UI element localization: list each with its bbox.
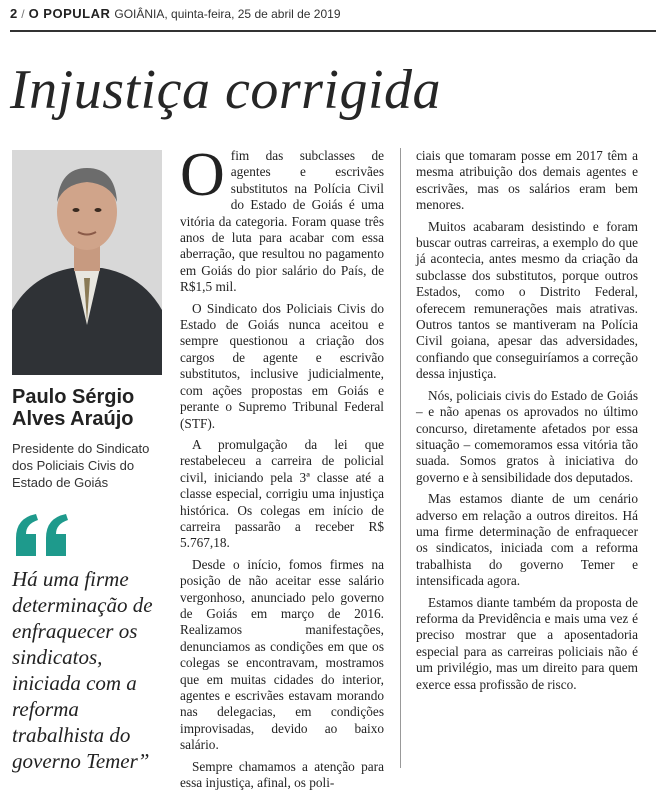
page-number: 2 <box>10 6 18 21</box>
paragraph: Desde o início, fomos firmes na posição de não aceitar esse salário vergonhoso, anunciado pelo governo de Goiás em março de 2016. Realizamos manifestações, denunciamos as condições em que os colegas se encontravam, mostramos que em muitas cidades do interior, agentes e escrivães estavam morando nas delegacias, em condições improvisadas, devido ao baixo salário. <box>180 556 384 753</box>
header-separator: / <box>21 7 25 21</box>
article-column-1 <box>180 141 384 796</box>
article-title: Injustiça corrigida <box>10 59 442 121</box>
author-role: Presidente do Sindicato dos Policiais Civis do Estado de Goiás <box>12 441 150 490</box>
article-column-2 <box>416 148 638 698</box>
paragraph: Estamos diante também da proposta de reforma da Previdência e mais uma vez é preciso mostrar que a aposentadoria especial para as carreiras policiais não é um privilégio, mas um direito para quem exerce essa profissão de risco. <box>416 594 638 692</box>
opening-quote-icon <box>12 512 72 558</box>
column-divider <box>400 148 401 768</box>
page-header <box>10 6 656 28</box>
author-name: Paulo Sérgio Alves Araújo <box>12 386 135 430</box>
pull-quote: Há uma firme determinação de enfraquecer os sindicatos, iniciada com a reforma trabalhista do governo Temer” <box>12 567 153 773</box>
paragraph: A promulgação da lei que restabeleceu a carreira de policial civil, iniciando pela 3ª classe até a classe especial, corrigiu uma injustiça histórica. Os colegas em início de carreira passarão a receber R$ 5.767,18. <box>180 436 384 551</box>
paragraph: Sempre chamamos a atenção para essa injustiça, afinal, os poli- <box>180 758 384 791</box>
drop-cap: O <box>180 141 225 209</box>
paragraph: O Sindicato dos Policiais Civis do Estado de Goiás nunca aceitou e sempre questionou a criação dos cargos de agente e escrivão substitutos, inclusive judicialmente, com ações propostas em Goiás e perante o Supremo Tribunal Federal (STF). <box>180 300 384 431</box>
author-portrait <box>12 150 162 375</box>
paragraph-text: fim das subclasses de agentes e escrivães substitutos na Polícia Civil do Estado de Goiás é uma vitória da categoria. Foram quase três anos de luta para acabar com essa aberração, que resultou no pagamento em Goiás do pior salário do País, de R$1,5 mil. <box>180 148 384 295</box>
author-photo <box>12 150 162 375</box>
paragraph <box>180 141 384 296</box>
paragraph: Mas estamos diante de um cenário adverso em relação a outros direitos. Há uma firme determinação de enfraquecer os sindicatos, iniciada com a reforma trabalhista do governo Temer e intensificada agora. <box>416 491 638 589</box>
paragraph: ciais que tomaram posse em 2017 têm a mesma atribuição dos demais agentes e escrivães, mas os salários eram bem menores. <box>416 148 638 213</box>
newspaper-brand: O POPULAR <box>28 6 111 21</box>
header-rule <box>10 30 656 32</box>
dateline: GOIÂNIA, quinta-feira, 25 de abril de 2019 <box>114 7 341 21</box>
paragraph: Muitos acabaram desistindo e foram buscar outras carreiras, a exemplo do que já acontecia, antes mesmo da criação da subclasse dos substitutos, porque outros Estados, como o Distrito Federal, oferecem remunerações mais atrativas. Outros tantos se mantiveram na Polícia Civil goiana, apesar das adversidades, confiando que conseguiríamos a correção dessa injustiça. <box>416 218 638 382</box>
paragraph: Nós, policiais civis do Estado de Goiás – e não apenas os aprovados no último concurso, diretamente afetados por essa situação – comemoramos essa vitória tão suada. Somos gratos à iniciativa do governo e à sensibilidade dos deputados. <box>416 387 638 485</box>
